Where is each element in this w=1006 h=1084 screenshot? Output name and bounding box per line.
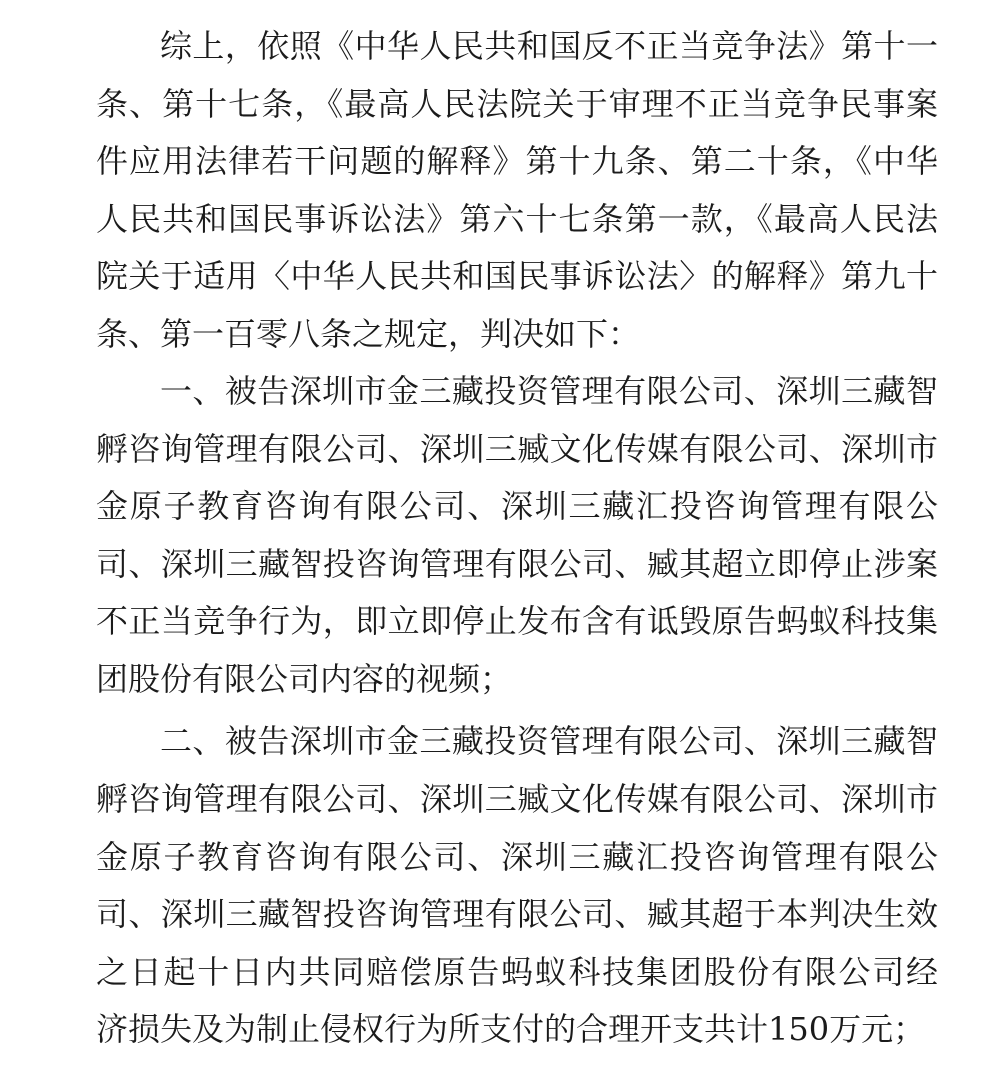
- text-line: 司、深圳三藏智投咨询管理有限公司、臧其超于本判决生效: [96, 895, 938, 933]
- text-line: 条、第一百零八条之规定，判决如下：: [96, 315, 641, 353]
- text-line: 人民共和国民事诉讼法》第六十七条第一款，《最高人民法: [96, 200, 938, 238]
- text-line: 不正当竞争行为，即立即停止发布含有诋毁原告蚂蚁科技集: [96, 602, 938, 640]
- text-line: 之日起十日内共同赔偿原告蚂蚁科技集团股份有限公司经: [96, 953, 938, 991]
- text-line: 金原子教育咨询有限公司、深圳三藏汇投咨询管理有限公: [96, 838, 938, 876]
- text-line: 团股份有限公司内容的视频；: [96, 660, 513, 698]
- text-line: 金原子教育咨询有限公司、深圳三藏汇投咨询管理有限公: [96, 487, 938, 525]
- text-line: 一、被告深圳市金三藏投资管理有限公司、深圳三藏智: [160, 372, 938, 410]
- text-line: 条、第十七条，《最高人民法院关于审理不正当竞争民事案: [96, 85, 938, 123]
- text-line: 孵咨询管理有限公司、深圳三臧文化传媒有限公司、深圳市: [96, 780, 938, 818]
- text-line: 济损失及为制止侵权行为所支付的合理开支共计150万元；: [96, 1010, 926, 1048]
- text-line: 件应用法律若干问题的解释》第十九条、第二十条，《中华: [96, 142, 938, 180]
- text-line: 孵咨询管理有限公司、深圳三臧文化传媒有限公司、深圳市: [96, 430, 938, 468]
- text-line: 司、深圳三藏智投咨询管理有限公司、臧其超立即停止涉案: [96, 545, 938, 583]
- text-line: 院关于适用〈中华人民共和国民事诉讼法〉的解释》第九十: [96, 257, 938, 295]
- text-line: 二、被告深圳市金三藏投资管理有限公司、深圳三藏智: [160, 722, 938, 760]
- text-line: 综上，依照《中华人民共和国反不正当竞争法》第十一: [160, 27, 938, 65]
